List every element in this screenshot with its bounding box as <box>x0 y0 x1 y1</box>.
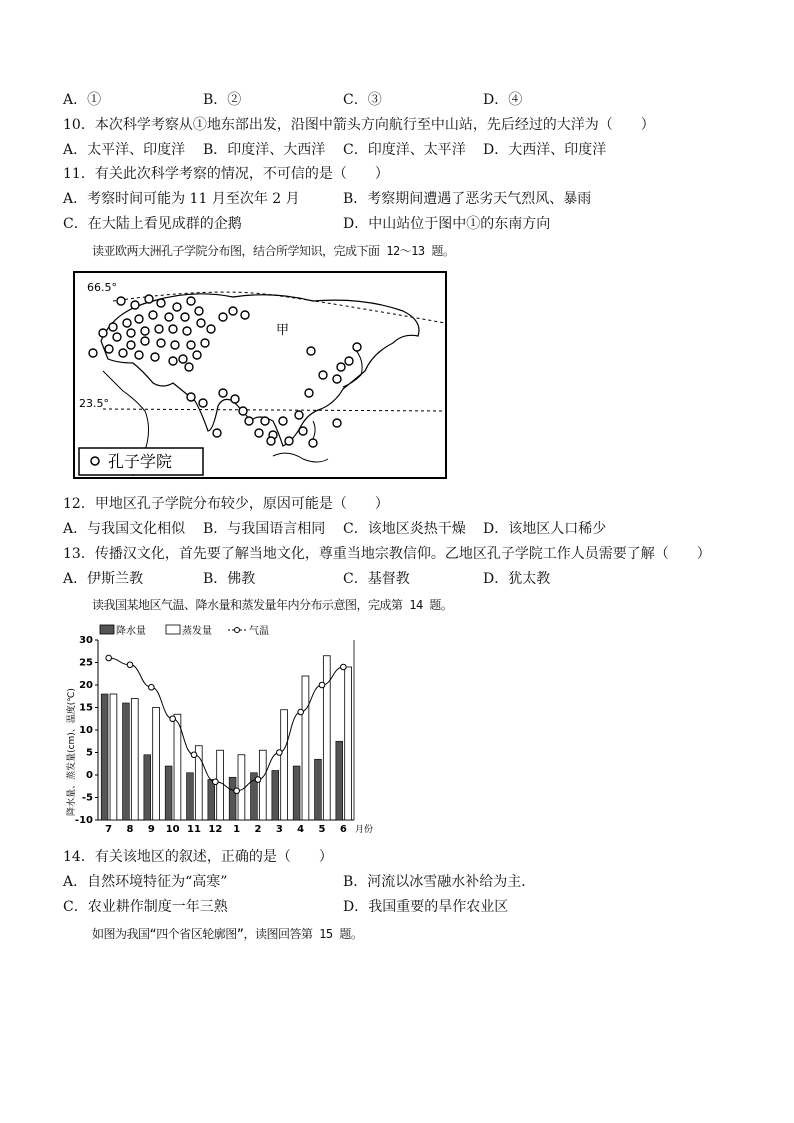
y-tick-label: -10 <box>74 815 93 826</box>
lat-66-label: 66.5° <box>87 281 117 294</box>
y-tick-label: 25 <box>79 657 93 669</box>
region-jia-label: 甲 <box>276 323 290 338</box>
x-tick-label: 3 <box>275 824 283 835</box>
institute-marker <box>149 311 157 319</box>
temp-point <box>149 684 155 690</box>
institute-marker <box>183 327 191 335</box>
institute-marker <box>239 407 247 415</box>
institute-marker <box>193 351 201 359</box>
chart-legend <box>100 624 269 637</box>
intro-12-13: 读亚欧两大洲孔子学院分布图，结合所学知识，完成下面 12～13 题。 <box>92 244 455 258</box>
institute-marker <box>345 357 353 365</box>
temp-point <box>170 716 176 722</box>
institute-marker <box>141 337 149 345</box>
evap-bar <box>217 750 224 820</box>
q9-option-c: C．③ <box>343 92 382 108</box>
evap-bar <box>153 708 160 821</box>
institute-marker <box>105 345 113 353</box>
q14-option-b: B．河流以冰雪融水补给为主． <box>343 874 536 890</box>
temp-point <box>213 779 219 785</box>
confucius-institute-map <box>73 271 447 483</box>
q10-option-a: A．太平洋、印度洋 <box>63 142 186 158</box>
institute-marker <box>213 429 221 437</box>
q10-option-c: C．印度洋、太平洋 <box>343 142 466 158</box>
institute-marker <box>165 313 173 321</box>
temp-point <box>255 777 261 783</box>
climate-chart <box>62 622 374 841</box>
evap-bar <box>238 755 245 820</box>
institute-marker <box>109 323 117 331</box>
institute-marker <box>307 347 315 355</box>
temp-point <box>106 655 112 661</box>
institute-marker <box>123 319 131 327</box>
q9-option-a: A．① <box>63 92 102 108</box>
temp-point <box>234 788 240 794</box>
institute-marker <box>219 389 227 397</box>
y-tick-label: -5 <box>81 792 93 804</box>
legend-marker-icon <box>91 457 99 465</box>
q12-option-c: C．该地区炎热干燥 <box>343 521 466 537</box>
institute-marker <box>169 357 177 365</box>
y-tick-label: 0 <box>86 770 93 781</box>
institute-marker <box>229 307 237 315</box>
institute-marker <box>135 315 143 323</box>
x-tick-label: 11 <box>187 824 201 835</box>
x-tick-label: 5 <box>318 824 326 835</box>
evap-bar <box>281 710 288 820</box>
institute-marker <box>131 301 139 309</box>
institute-marker <box>309 439 317 447</box>
q12-option-a: A．与我国文化相似 <box>63 521 186 537</box>
y-tick-label: 10 <box>79 725 93 736</box>
x-tick-label: 6 <box>339 824 347 835</box>
precip-bar <box>123 703 130 820</box>
q10-stem: 10．本次科学考察从①地东部出发，沿图中箭头方向航行至中山站，先后经过的大洋为（ ） <box>63 117 655 133</box>
legend-temp-marker <box>235 628 240 633</box>
q9-option-d: D．④ <box>483 92 523 108</box>
precip-bar <box>165 766 172 820</box>
q12-option-d: D．该地区人口稀少 <box>483 521 607 537</box>
institute-marker <box>89 349 97 357</box>
q14-stem: 14．有关该地区的叙述，正确的是（ ） <box>63 849 333 865</box>
institute-marker <box>155 325 163 333</box>
institute-marker <box>199 399 207 407</box>
institute-marker <box>299 427 307 435</box>
legend-temp-label: 气温 <box>249 626 269 637</box>
map-frame <box>74 272 446 478</box>
institute-marker <box>179 355 187 363</box>
institute-marker <box>181 313 189 321</box>
q9-option-b: B．② <box>203 92 242 108</box>
x-tick-label: 12 <box>208 824 223 835</box>
evap-bar <box>345 667 352 820</box>
precip-bar <box>187 773 194 820</box>
legend-label: 孔子学院 <box>108 452 173 471</box>
institute-marker <box>127 341 135 349</box>
x-unit-label: 月份 <box>355 825 374 835</box>
precip-bar <box>272 771 279 821</box>
institute-marker <box>241 311 249 319</box>
institute-marker <box>141 327 149 335</box>
y-tick-label: 30 <box>79 635 93 646</box>
institute-marker <box>99 329 107 337</box>
temp-point <box>319 682 325 688</box>
institute-marker <box>187 393 195 401</box>
q11-option-d: D．中山站位于图中①的东南方向 <box>343 216 551 232</box>
precip-bar <box>229 777 236 820</box>
x-tick-label: 9 <box>147 824 155 835</box>
institute-marker <box>207 325 215 333</box>
evap-bar <box>110 694 117 820</box>
institute-marker <box>353 343 361 351</box>
q12-option-b: B．与我国语言相同 <box>203 521 326 537</box>
x-tick-label: 7 <box>105 824 113 835</box>
temp-point <box>298 709 304 715</box>
institute-marker <box>173 303 181 311</box>
x-tick-label: 1 <box>233 824 241 835</box>
legend-precip-swatch <box>100 625 114 634</box>
institute-marker <box>197 319 205 327</box>
institute-marker <box>171 341 179 349</box>
institute-marker <box>157 299 165 307</box>
institute-marker <box>337 363 345 371</box>
y-tick-label: 20 <box>79 680 93 691</box>
q14-option-a: A．自然环境特征为“高寒” <box>63 874 228 890</box>
lat-23-label: 23.5° <box>79 397 109 410</box>
precip-bar <box>101 694 108 820</box>
intro-15: 如图为我国“四个省区轮廓图”，读图回答第 15 题。 <box>92 927 363 941</box>
temp-point <box>341 664 347 670</box>
evap-bar <box>323 656 330 820</box>
evap-bar <box>131 699 138 821</box>
y-tick-label: 15 <box>79 702 93 714</box>
institute-marker <box>279 417 287 425</box>
x-tick-label: 2 <box>254 824 262 835</box>
q13-option-a: A．伊斯兰教 <box>63 571 144 587</box>
precip-bar <box>336 741 343 820</box>
x-tick-label: 10 <box>165 824 180 835</box>
q14-option-d: D．我国重要的旱作农业区 <box>343 899 509 915</box>
institute-marker <box>187 297 195 305</box>
institute-marker <box>245 417 253 425</box>
institute-marker <box>255 429 263 437</box>
institute-marker <box>119 349 127 357</box>
evap-bar <box>302 676 309 820</box>
q13-option-c: C．基督教 <box>343 571 410 587</box>
q10-option-d: D．大西洋、印度洋 <box>483 142 607 158</box>
institute-marker <box>127 329 135 337</box>
institute-marker <box>267 437 275 445</box>
institute-marker <box>219 313 227 321</box>
institute-marker <box>231 395 239 403</box>
institute-marker <box>187 341 195 349</box>
q13-stem: 13．传播汉文化，首先要了解当地文化，尊重当地宗教信仰。乙地区孔子学院工作人员需要了解（ ） <box>63 546 711 562</box>
q14-option-c: C．农业耕作制度一年三熟 <box>63 899 228 915</box>
institute-marker <box>117 297 125 305</box>
legend-evap-swatch <box>166 625 180 634</box>
institute-marker <box>185 363 193 371</box>
q11-option-b: B．考察期间遭遇了恶劣天气烈风、暴雨 <box>343 191 592 207</box>
legend-precip-label: 降水量 <box>116 626 146 637</box>
institute-marker <box>169 325 177 333</box>
q11-stem: 11．有关此次科学考察的情况，不可信的是（ ） <box>63 166 389 182</box>
q11-option-c: C．在大陆上看见成群的企鹅 <box>63 216 242 232</box>
institute-marker <box>157 339 165 347</box>
evap-bar <box>174 714 181 820</box>
institute-marker <box>285 437 293 445</box>
institute-marker <box>145 295 153 303</box>
q13-option-b: B．佛教 <box>203 571 256 587</box>
intro-14: 读我国某地区气温、降水量和蒸发量年内分布示意图，完成第 14 题。 <box>92 598 453 612</box>
precip-bar <box>208 780 215 821</box>
institute-marker <box>201 339 209 347</box>
institute-marker <box>113 333 121 341</box>
legend-evap-label: 蒸发量 <box>182 626 212 637</box>
temp-point <box>127 662 133 668</box>
precip-bar <box>315 759 322 820</box>
temp-point <box>277 750 283 756</box>
institute-marker <box>333 375 341 383</box>
institute-marker <box>295 411 303 419</box>
q13-option-d: D．犹太教 <box>483 571 551 587</box>
y-tick-label: 5 <box>86 747 93 759</box>
temp-point <box>191 752 197 758</box>
institute-marker <box>261 417 269 425</box>
x-tick-label: 4 <box>297 824 305 835</box>
precip-bar <box>144 755 151 820</box>
q12-stem: 12．甲地区孔子学院分布较少，原因可能是（ ） <box>63 496 389 512</box>
precip-bar <box>293 766 300 820</box>
institute-marker <box>151 353 159 361</box>
institute-marker <box>305 389 313 397</box>
institute-marker <box>195 307 203 315</box>
institute-marker <box>319 371 327 379</box>
q11-option-a: A．考察时间可能为 11 月至次年 2 月 <box>63 191 300 207</box>
x-tick-label: 8 <box>126 824 134 835</box>
institute-marker <box>135 351 143 359</box>
y-axis-label: 降水量、蒸发量(cm)、温度(℃) <box>67 688 77 816</box>
q10-option-b: B．印度洋、大西洋 <box>203 142 326 158</box>
institute-marker <box>333 419 341 427</box>
evap-bar <box>259 750 266 820</box>
